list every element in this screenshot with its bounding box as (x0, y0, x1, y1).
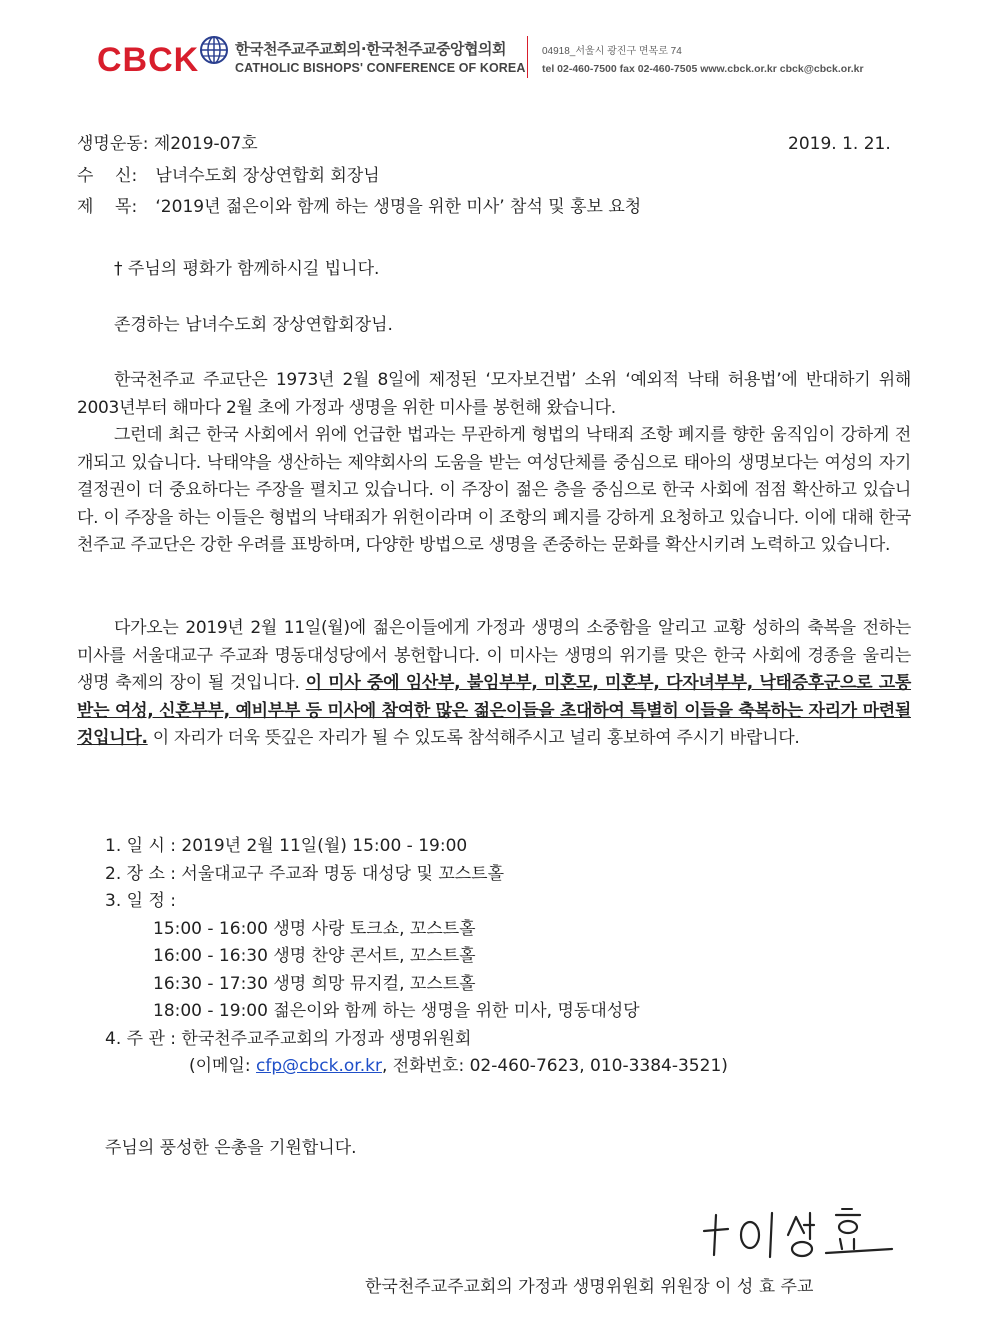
document-date: 2019. 1. 21. (788, 134, 891, 154)
org-address: 04918_서울시 광진구 면목로 74 (542, 46, 682, 57)
recipient-value: 남녀수도회 장상연합회 회장님 (155, 166, 380, 186)
subject-value: ‘2019년 젊은이와 함께 하는 생명을 위한 미사’ 참석 및 홍보 요청 (155, 197, 642, 217)
closing-blessing: 주님의 풍성한 은총을 기원합니다. (105, 1138, 357, 1158)
paragraph-3-request: 이 자리가 더욱 뜻깊은 자리가 될 수 있도록 참석해주시고 널리 홍보하여 주시기 바랍니다. (147, 728, 800, 748)
body-paragraph-2: 그런데 최근 한국 사회에서 위에 언급한 법과는 무관하게 형법의 낙태죄 조항 폐지를 향한 움직임이 강하게 전개되고 있습니다. 낙태약을 생산하는 제약회사의 도움을 받는 여성단체를 중심으로 태아의 생명보다는 여성의 자기 결정권이 더 중요하다는 주장을 펼치고 있습니다. 이 주장이 젊은 층을 중심으로 한국 사회에 점점 확산하고 있습니다. 이 주장을 하는 이들은 형법의 낙태죄가 위헌이라며 이 조항의 폐지를 강하게 요청하고 있습니다. 이에 대해 한국천주교 주교단은 강한 우려를 표방하며, 다양한 방법으로 생명을 존중하는 문화를 확산시키려 노력하고 있습니다. (77, 425, 911, 555)
handwritten-signature (700, 1205, 900, 1265)
org-contact: tel 02-460-7500 fax 02-460-7505 www.cbck.or.kr cbck@cbck.or.kr (542, 63, 864, 75)
event-organizer: 4. 주 관 : 한국천주교주교회의 가정과 생명위원회 (105, 1028, 472, 1049)
event-schedule-label: 3. 일 정 : (105, 891, 177, 911)
globe-cross-emblem-icon (199, 35, 229, 65)
event-venue: 2. 장 소 : 서울대교구 주교좌 명동 대성당 및 꼬스트홀 (105, 863, 505, 884)
letterhead-divider (527, 36, 528, 78)
letterhead (0, 0, 988, 100)
recipient-row (77, 165, 380, 187)
contact-prefix: (이메일: (189, 1056, 257, 1076)
signer-name: 한국천주교주교회의 가정과 생명위원회 위원장 이 성 효 주교 (365, 1277, 814, 1297)
body-paragraph-3 (77, 615, 911, 753)
paragraph-3-intro: 다가오는 2019년 2월 11일(월)에 젊은이들에게 가정과 생명의 소중함을 알리고 교황 성하의 축복을 전하는 미사를 서울대교구 주교좌 명동대성당에서 봉헌합니다. 이 미사는 생명의 위기를 맞은 한국 사회에 경종을 울리는 생명 축제의 장이 될 것입니다. (77, 618, 911, 693)
schedule-item: 18:00 - 19:00 젊은이와 함께 하는 생명을 위한 미사, 명동대성당 (153, 1001, 640, 1021)
contact-phone: , 전화번호: 02-460-7623, 010-3384-3521) (381, 1056, 728, 1076)
event-details (105, 833, 728, 1081)
schedule-item: 15:00 - 16:00 생명 사랑 토크쇼, 꼬스트홀 (153, 918, 476, 939)
org-name-english: CATHOLIC BISHOPS' CONFERENCE OF KOREA (235, 61, 526, 75)
email-link[interactable]: cfp@cbck.or.kr (256, 1056, 382, 1076)
document-number: 생명운동: 제2019-07호 (77, 134, 258, 154)
body-paragraph-1: 한국천주교 주교단은 1973년 2월 8일에 제정된 ‘모자보건법’ 소위 ‘예외적 낙태 허용법’에 반대하기 위해 2003년부터 해마다 2월 초에 가정과 생명을 위한 미사를 봉헌해 왔습니다. (77, 370, 911, 418)
schedule-item: 16:00 - 16:30 생명 찬양 콘서트, 꼬스트홀 (153, 946, 476, 966)
paragraph-3-emphasis: 이 미사 중에 임산부, 불임부부, 미혼모, 미혼부, 다자녀부부, 낙태증후군으로 고통받는 여성, 신혼부부, 예비부부 등 미사에 참여한 많은 젊은이들을 초대하여 특별히 이들을 축복하는 자리가 마련될 것입니다. (77, 673, 911, 748)
subject-row (77, 196, 641, 218)
salutation: 존경하는 남녀수도회 장상연합회장님. (114, 315, 393, 335)
contact-info (105, 1053, 728, 1081)
cbck-logo: CBCK (97, 41, 200, 79)
recipient-label: 수 신: (77, 166, 138, 186)
org-name-korean: 한국천주교주교회의·한국천주교중앙협의회 (235, 40, 507, 58)
greeting: † 주님의 평화가 함께하시길 빕니다. (114, 259, 380, 279)
event-datetime: 1. 일 시 : 2019년 2월 11일(월) 15:00 - 19:00 (105, 836, 468, 856)
subject-label: 제 목: (77, 197, 138, 217)
schedule-item: 16:30 - 17:30 생명 희망 뮤지컬, 꼬스트홀 (153, 973, 476, 994)
